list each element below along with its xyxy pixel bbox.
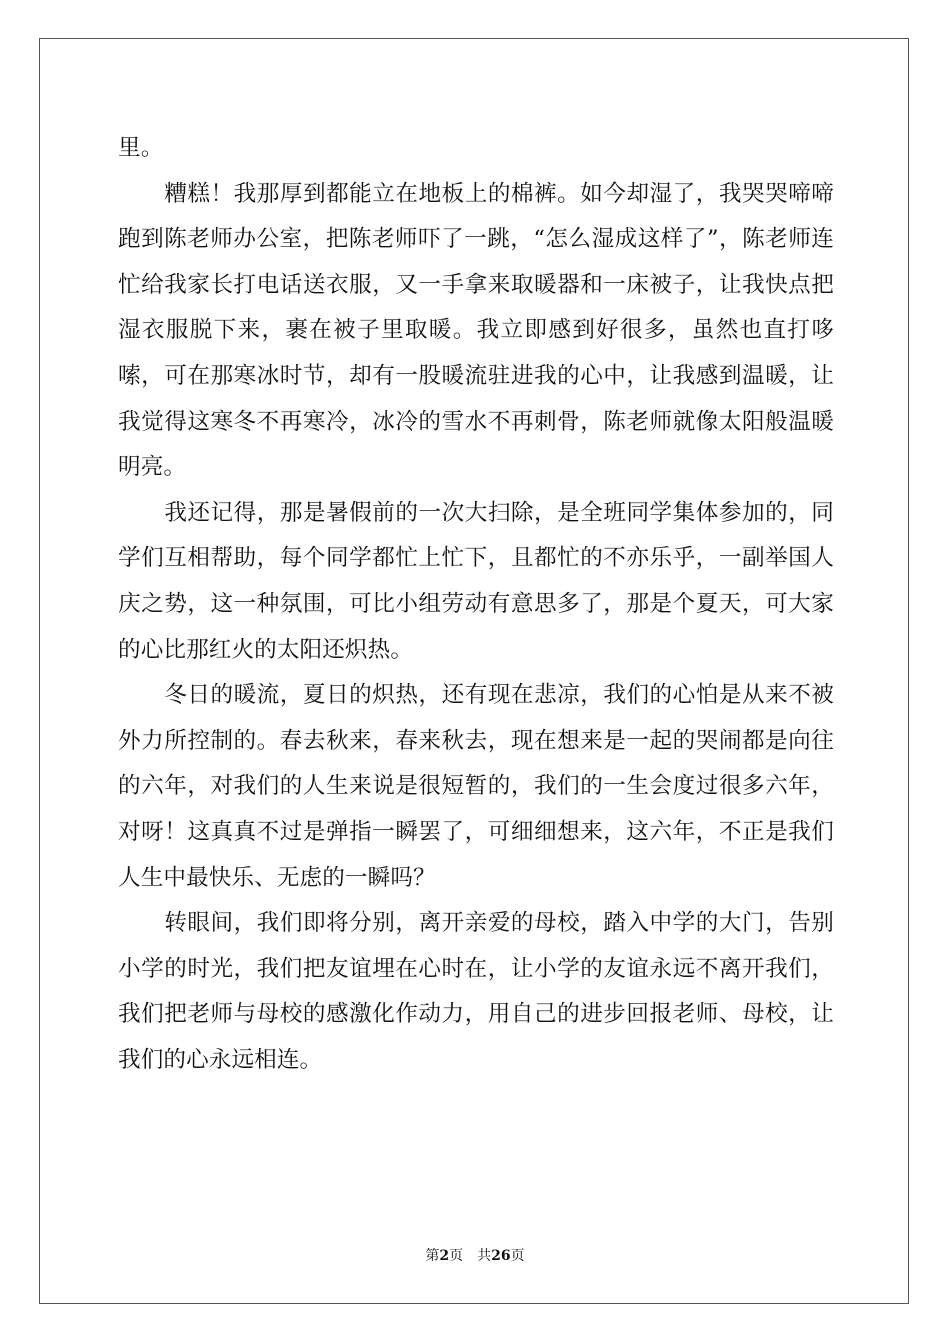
paragraph-2: 糟糕！我那厚到都能立在地板上的棉裤。如今却湿了，我哭哭啼啼跑到陈老师办公室，把陈老师吓了一跳，“怎么湿成这样了”，陈老师连忙给我家长打电话送衣服，又一手拿来取暖器和一床被子，让我快点把湿衣服脱下来，裹在被子里取暖。我立即感到好很多，虽然也直打哆嗦，可在那寒冰时节，却有一股暖流驻进我的心中，让我感到温暖，让我觉得这寒冬不再寒冷，冰冷的雪水不再刺骨，陈老师就像太阳般温暖明亮。 — [118, 180, 834, 481]
page-prefix: 第 — [425, 1248, 440, 1264]
total-prefix: 共 — [477, 1248, 492, 1264]
paragraph-4: 冬日的暖流，夏日的炽热，还有现在悲凉，我们的心怕是从来不被外力所控制的。春去秋来，春来秋去，现在想来是一起的哭闹都是向往的六年，对我们的人生来说是很短暂的，我们的一生会度过很多六年，对呀！这真真不过是弹指一瞬罢了，可细细想来，这六年，不正是我们人生中最快乐、无虑的一瞬吗？ — [118, 682, 834, 891]
page-number: 2 — [439, 1248, 450, 1264]
paragraph-5: 转眼间，我们即将分别，离开亲爱的母校，踏入中学的大门，告别小学的时光，我们把友谊埋在心时在，让小学的友谊永远不离开我们，我们把老师与母校的感激化作动力，用自己的进步回报老师、母校，让我们的心永远相连。 — [118, 910, 834, 1073]
paragraph-1: 里。 — [118, 135, 164, 161]
total-suffix: 页 — [510, 1248, 525, 1264]
document-body — [118, 126, 834, 1083]
page-suffix: 页 — [449, 1248, 464, 1264]
total-pages: 26 — [491, 1248, 511, 1264]
paragraph-3: 我还记得，那是暑假前的一次大扫除，是全班同学集体参加的，同学们互相帮助，每个同学都忙上忙下，且都忙的不亦乐乎，一副举国人庆之势，这一种氛围，可比小组劳动有意思多了，那是个夏天，可大家的心比那红火的太阳还炽热。 — [118, 499, 834, 663]
page-footer — [0, 1246, 950, 1266]
